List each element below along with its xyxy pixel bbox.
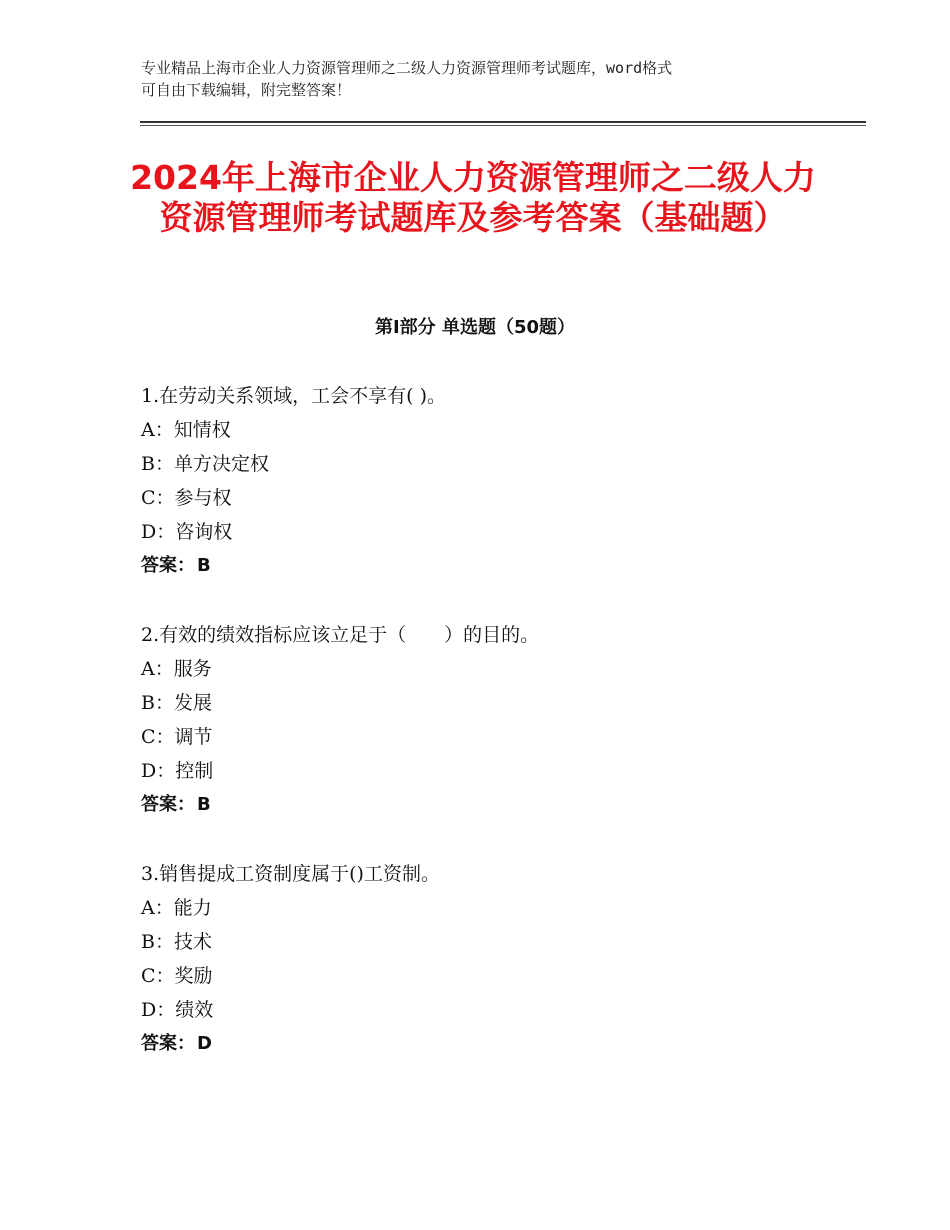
question-block xyxy=(141,857,841,1061)
option-b: B：技术 xyxy=(141,931,212,953)
answer-line xyxy=(141,549,841,583)
option-c: C：参与权 xyxy=(141,487,232,509)
question-stem: 3.销售提成工资制度属于()工资制。 xyxy=(141,863,440,885)
header-divider-thick xyxy=(140,121,866,123)
answer-label: 答案： xyxy=(141,555,195,576)
answer-label: 答案： xyxy=(141,1033,195,1054)
header-note xyxy=(141,57,821,101)
question-block xyxy=(141,618,841,822)
option-b: B：发展 xyxy=(141,692,212,714)
option-a: A：服务 xyxy=(141,658,212,680)
option-a: A：能力 xyxy=(141,897,212,919)
option-c: C：奖励 xyxy=(141,965,213,987)
option-d: D：咨询权 xyxy=(141,521,233,543)
answer-label: 答案： xyxy=(141,794,195,815)
answer-value: D xyxy=(197,1033,212,1054)
answer-value: B xyxy=(197,794,211,815)
question-block xyxy=(141,379,841,583)
section-title: 第Ⅰ部分 单选题（50题） xyxy=(374,317,575,338)
answer-value: B xyxy=(197,555,211,576)
document-title: 2024年上海市企业人力资源管理师之二级人力资源管理师考试题库及参考答案（基础题） xyxy=(130,158,816,237)
header-note-line-1: 专业精品上海市企业人力资源管理师之二级人力资源管理师考试题库，word格式 xyxy=(141,59,673,77)
question-stem: 2.有效的绩效指标应该立足于（ ）的目的。 xyxy=(141,624,540,646)
answer-line xyxy=(141,1027,841,1061)
option-d: D：控制 xyxy=(141,760,214,782)
header-divider-thin xyxy=(140,125,866,126)
option-b: B：单方决定权 xyxy=(141,453,269,475)
answer-line xyxy=(141,788,841,822)
question-stem: 1.在劳动关系领域，工会不享有( )。 xyxy=(141,385,446,407)
option-a: A：知情权 xyxy=(141,419,231,441)
option-c: C：调节 xyxy=(141,726,213,748)
option-d: D：绩效 xyxy=(141,999,214,1021)
header-note-line-2: 可自由下载编辑，附完整答案！ xyxy=(141,81,352,99)
